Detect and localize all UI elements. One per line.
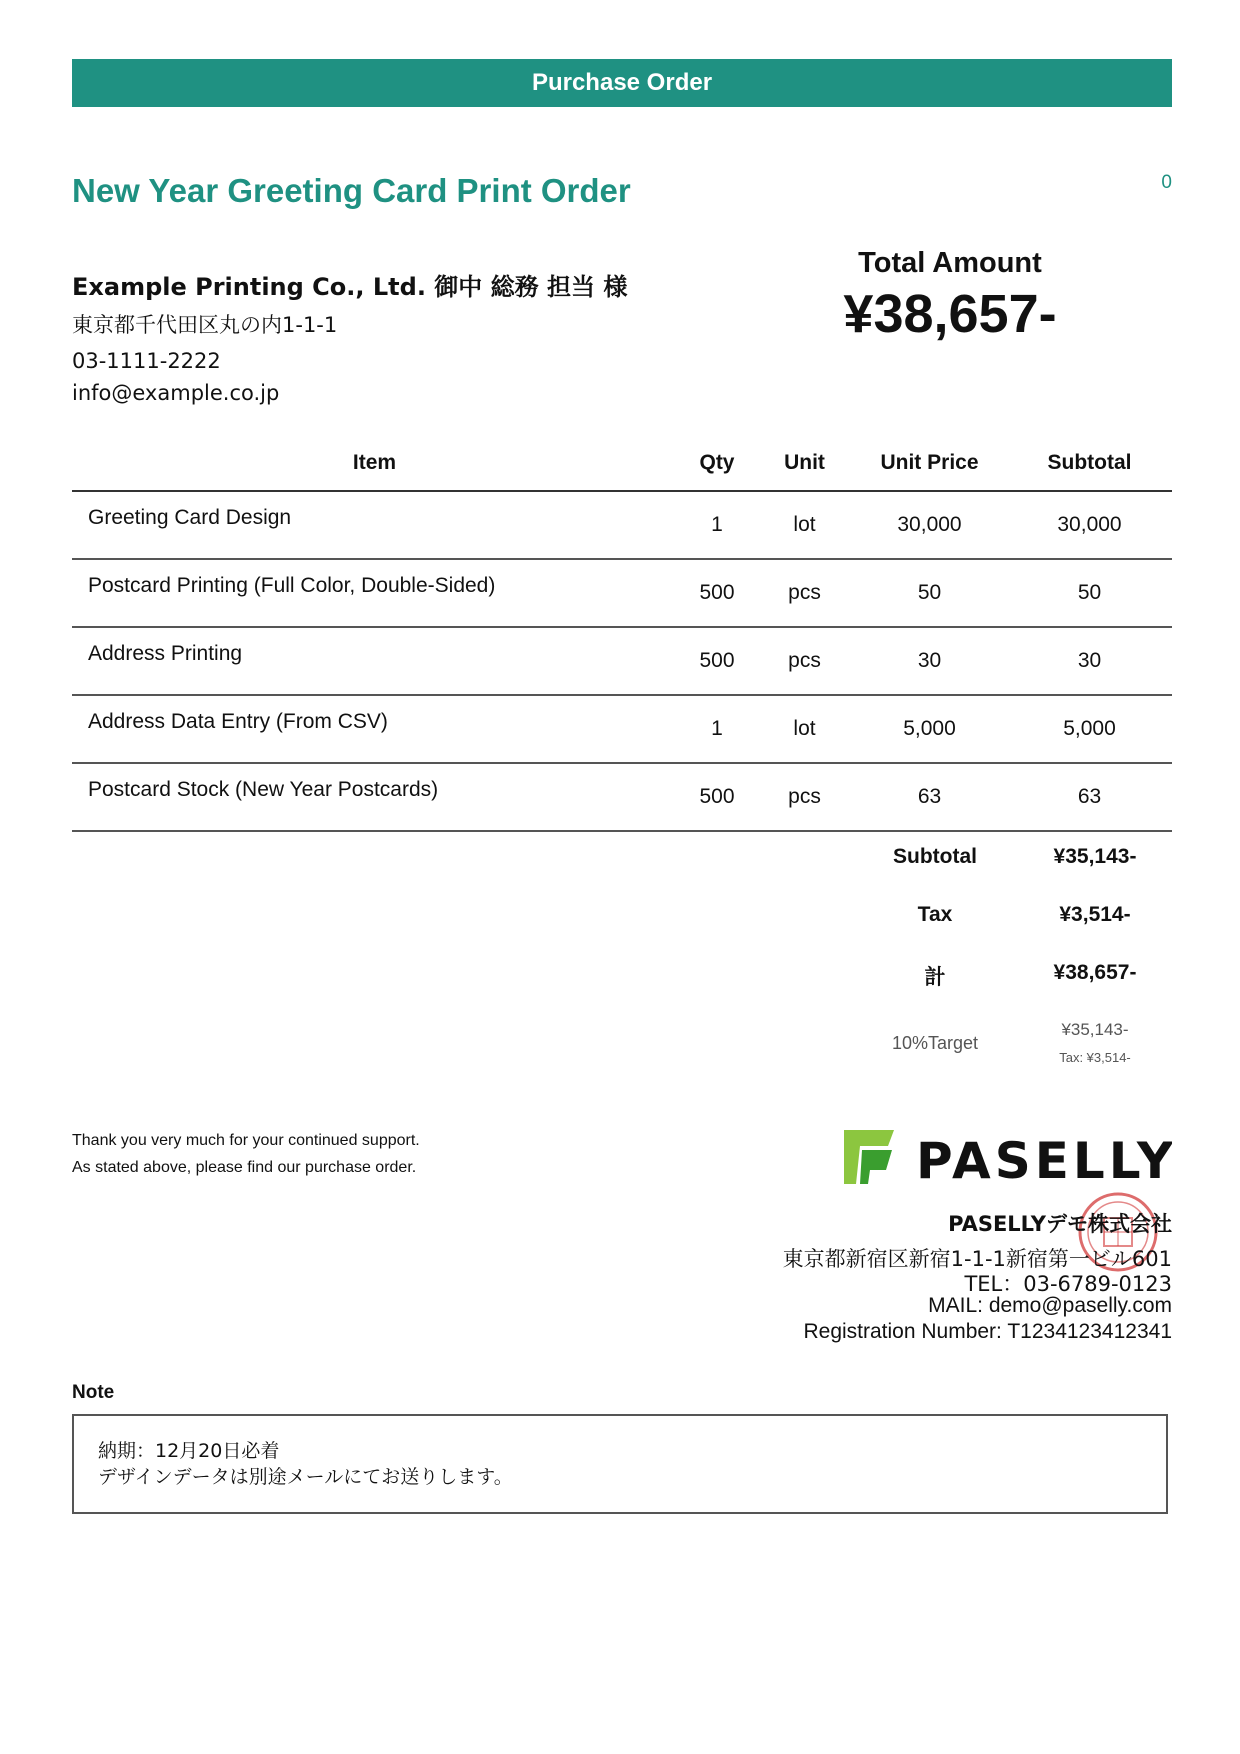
column-header-item: Item xyxy=(72,436,677,491)
paselly-logo-icon xyxy=(840,1126,1172,1188)
item-qty: 500 xyxy=(677,763,757,831)
item-unit: lot xyxy=(757,491,852,559)
column-header-unit: Unit xyxy=(757,436,852,491)
item-unit: lot xyxy=(757,695,852,763)
total-amount-label: Total Amount xyxy=(858,247,1042,279)
item-qty: 500 xyxy=(677,627,757,695)
item-unit-price: 30,000 xyxy=(852,491,1007,559)
subtotal-value: ¥35,143- xyxy=(1053,845,1137,868)
company-name: PASELLYデモ株式会社 xyxy=(948,1212,1172,1236)
recipient-phone: 03-1111-2222 xyxy=(72,349,221,373)
total-amount-value: ¥38,657- xyxy=(843,284,1057,344)
item-name: Greeting Card Design xyxy=(72,491,677,559)
subtotal-label: Subtotal xyxy=(893,845,977,868)
table-row xyxy=(72,491,1172,559)
tax-label: Tax xyxy=(917,903,953,926)
item-name: Address Data Entry (From CSV) xyxy=(72,695,677,763)
grand-total-value: ¥38,657- xyxy=(1053,961,1137,984)
table-row xyxy=(72,695,1172,763)
tax-target-label: 10%Target xyxy=(891,1033,979,1053)
note-box xyxy=(72,1414,1168,1514)
tax-target-tax: Tax: ¥3,514- xyxy=(1059,1050,1131,1065)
table-row xyxy=(72,627,1172,695)
item-unit: pcs xyxy=(757,559,852,627)
table-row xyxy=(72,763,1172,831)
note-line-1: 納期：12月20日必着 xyxy=(98,1440,280,1462)
item-unit-price: 63 xyxy=(852,763,1007,831)
company-registration: Registration Number: T1234123412341 xyxy=(803,1320,1172,1343)
grand-total-label: 計 xyxy=(924,965,946,989)
recipient-email: info@example.co.jp xyxy=(72,381,280,405)
item-name: Postcard Printing (Full Color, Double-Sided) xyxy=(72,559,677,627)
company-logo xyxy=(840,1126,1172,1188)
item-unit: pcs xyxy=(757,627,852,695)
column-header-unit-price: Unit Price xyxy=(852,436,1007,491)
item-subtotal: 5,000 xyxy=(1007,695,1172,763)
item-unit-price: 50 xyxy=(852,559,1007,627)
company-mail: MAIL: demo@paselly.com xyxy=(928,1294,1172,1317)
tax-target-value: ¥35,143- xyxy=(1061,1020,1129,1039)
thanks-line-1: Thank you very much for your continued support. xyxy=(72,1132,420,1149)
item-unit-price: 30 xyxy=(852,627,1007,695)
company-tel: TEL：03-6789-0123 xyxy=(964,1272,1172,1296)
table-row xyxy=(72,559,1172,627)
recipient-address: 東京都千代田区丸の内1-1-1 xyxy=(72,313,338,337)
note-line-2: デザインデータは別途メールにてお送りします。 xyxy=(98,1466,513,1488)
item-name: Address Printing xyxy=(72,627,677,695)
item-qty: 500 xyxy=(677,559,757,627)
column-header-qty: Qty xyxy=(677,436,757,491)
item-qty: 1 xyxy=(677,695,757,763)
recipient-name: Example Printing Co., Ltd. 御中 総務 担当 様 xyxy=(72,273,628,301)
item-unit-price: 5,000 xyxy=(852,695,1007,763)
logo-wordmark: PASELLY xyxy=(916,1132,1172,1188)
item-subtotal: 50 xyxy=(1007,559,1172,627)
item-name: Postcard Stock (New Year Postcards) xyxy=(72,763,677,831)
company-address: 東京都新宿区新宿1-1-1新宿第一ビル601 xyxy=(782,1247,1172,1271)
item-subtotal: 30 xyxy=(1007,627,1172,695)
document-header-bar xyxy=(72,59,1172,107)
table-header-row xyxy=(72,436,1172,491)
item-unit: pcs xyxy=(757,763,852,831)
column-header-subtotal: Subtotal xyxy=(1007,436,1172,491)
items-table xyxy=(72,436,1172,832)
item-qty: 1 xyxy=(677,491,757,559)
note-label: Note xyxy=(72,1382,115,1403)
item-subtotal: 30,000 xyxy=(1007,491,1172,559)
item-subtotal: 63 xyxy=(1007,763,1172,831)
tax-value: ¥3,514- xyxy=(1059,903,1131,926)
thanks-line-2: As stated above, please find our purchase order. xyxy=(72,1159,417,1176)
document-number: 0 xyxy=(1161,172,1172,193)
document-type: Purchase Order xyxy=(531,69,713,96)
document-title: New Year Greeting Card Print Order xyxy=(72,172,631,209)
